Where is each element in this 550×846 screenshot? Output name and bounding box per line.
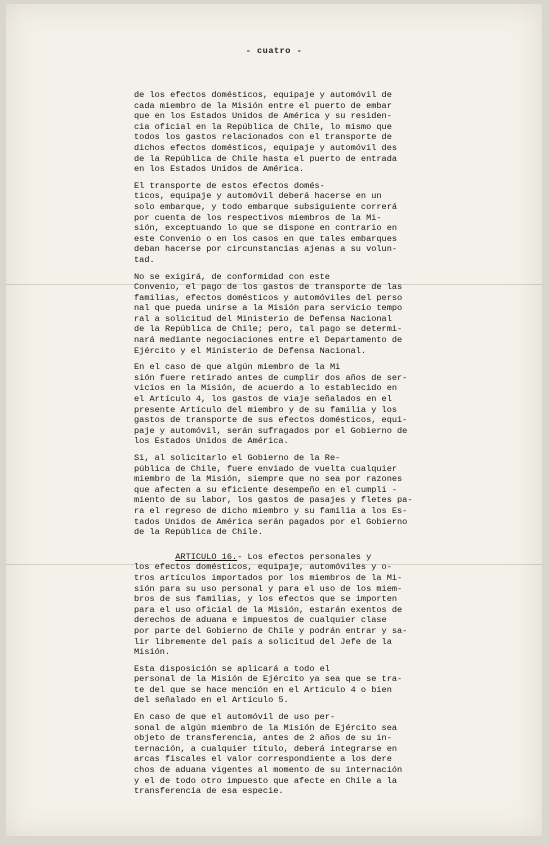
paragraph: El transporte de estos efectos domés- ticos, equipaje y automóvil deberá hacerse en un solo embarque, y todo embarque subsiguiente correrá por cuenta de los respectivos miembros de la Mi- sión, exceptuando lo que se dispone en contrario en este Convenio o en los casos en que tales embarques deban hacerse por circunstancias ajenas a su volun- tad. [134, 180, 398, 265]
document-page [6, 4, 542, 836]
paragraph: de los efectos domésticos, equipaje y automóvil de cada miembro de la Misión entre el puerto de embar que en los Estados Unidos de América y su residen- cia oficial en la República de Chile, lo mismo que todos los gastos relacionados con el transporte de dichos efectos domésticos, equipaje y automóvil des de la República de Chile hasta el puerto de entrada en los Estados Unidos de América. [134, 90, 398, 175]
paragraph: En el caso de que algún miembro de la Mi sión fuere retirado antes de cumplir dos años de ser- vicios en la Misión, de acuerdo a lo establecido en el Artículo 4, los gastos de viaje señalados en el presente Artículo del miembro y de su familia y los gastos de transporte de sus efectos domésticos, equi- paje y automóvil, serán sufragados por el Gobierno de los Estados Unidos de América. [134, 362, 408, 447]
paragraph: No se exigirá, de conformidad con este Convenio, el pago de los gastos de transporte de las familias, efectos domésticos y automóviles del perso nal que pueda unirse a la Misión para servicio tempo ral a solicitud del Ministerio de Defensa Nacional de la República de Chile; pero, tal pago se determi- nará mediante negociaciones entre el Departamento de Ejército y el Ministerio de Defensa Nacional. [134, 271, 403, 356]
paragraph: Esta disposición se aplicará a todo el personal de la Misión de Ejército ya sea que se tra- te del que se hace mención en el Artículo 4 o bien del señalado en el Artículo 5. [134, 663, 403, 706]
article-text: - Los efectos personales y los efectos domésticos, equipaje, automóviles y o- tros artículos importados por los miembros de la Mi- sión para su uso personal y para el uso de los miem- bros de sus familias, y los efectos que se importen para el uso oficial de la Misión, estarán exentos de derechos de aduana e impuestos de cualquier clase por parte del Gobierno de Chile y podrán entrar y sa- lir libremente del país a solicitud del Jefe de la Misión. [134, 551, 408, 658]
paragraph: Si, al solicitarlo el Gobierno de la Re- pública de Chile, fuere enviado de vuelta cualquier miembro de la Misión, siempre que no sea por razones que afecten a su eficiente desempeño en el cumpli - miento de su labor, los gastos de pasajes y fletes pa- ra el regreso de dicho miembro y su familia a los Es- tados Unidos de América serán pagados por el Gobierno de la República de Chile. [134, 453, 413, 538]
document-body [134, 90, 509, 803]
article-heading: ARTICULO 16. [175, 551, 238, 562]
paragraph: En caso de que el automóvil de uso per- sonal de algún miembro de la Misión de Ejército sea objeto de transferencia, antes de 2 años de su in- ternación, a cualquier título, deberá integrarse en arcas fiscales el valor correspondiente a los dere chos de aduana vigentes al momento de su internación y el de todo otro impuesto que afecte en Chile a la transferencia de esa especie. [134, 712, 403, 797]
page-number: - cuatro - [245, 46, 303, 56]
article-paragraph [134, 552, 509, 658]
